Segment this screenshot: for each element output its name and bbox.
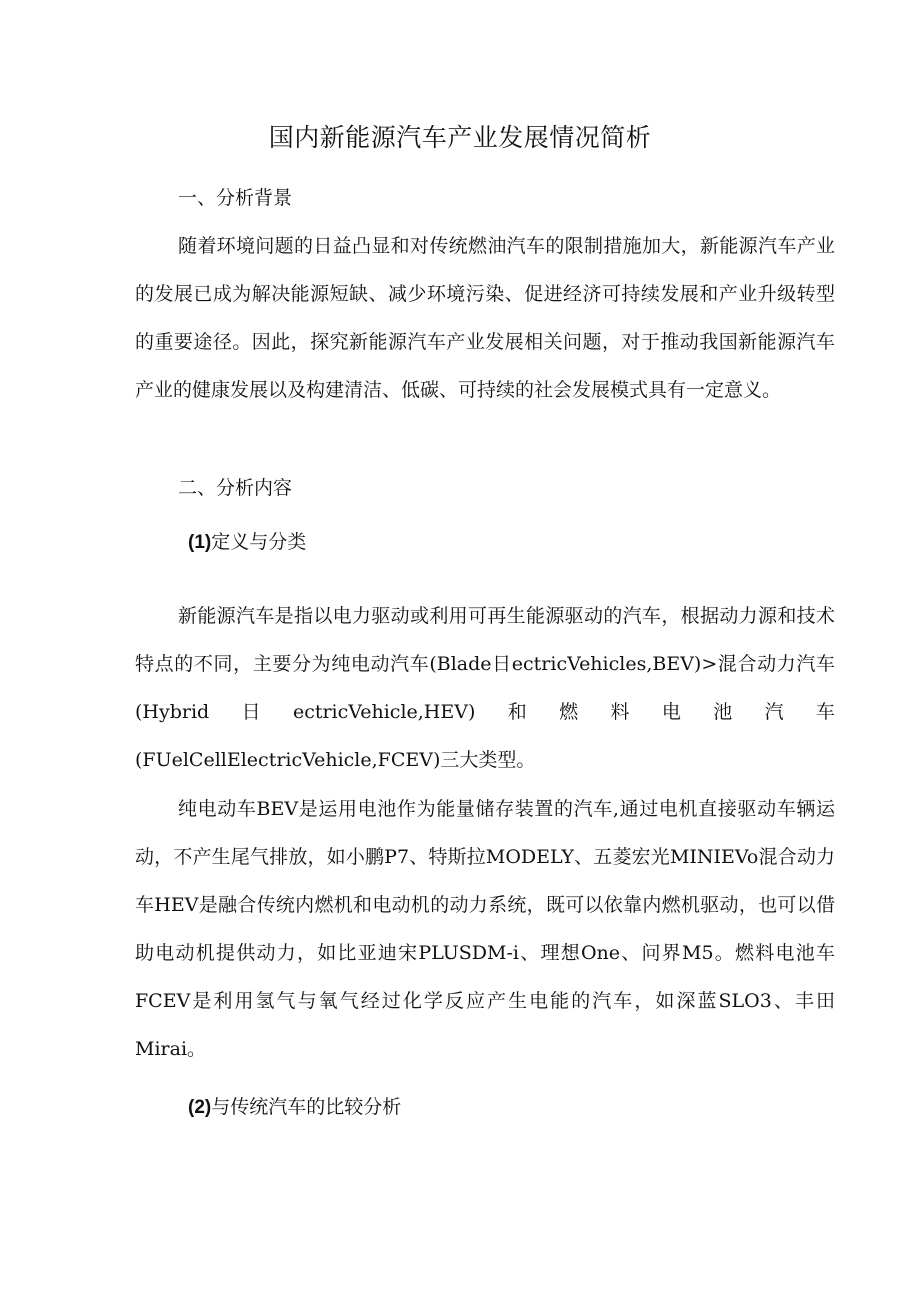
section-heading-content: 二、分析内容 bbox=[178, 477, 293, 499]
background-paragraph: 随着环境问题的日益凸显和对传统燃油汽车的限制措施加大，新能源汽车产业的发展已成为解决能源短缺、减少环境污染、促进经济可持续发展和产业升级转型的重要途径。因此，探究新能源汽车产业发展相关问题，对于推动我国新能源汽车产业的健康发展以及构建清洁、低碳、可持续的社会发展模式具有一定意义。 bbox=[135, 235, 835, 401]
subsection-label: 定义与分类 bbox=[211, 531, 307, 553]
definition-paragraph: 新能源汽车是指以电力驱动或利用可再生能源驱动的汽车，根据动力源和技术特点的不同，主要分为纯电动汽车(Blade日ectricVehicles,BEV)>混合动力汽车(Hybrid日ectricVehicle,HEV)和燃料电池汽车(FUelCellElectricVehicle,FCEV)三大类型。 bbox=[135, 605, 835, 771]
subsection-number: (2) bbox=[188, 1097, 212, 1118]
subsection-comparison bbox=[188, 1093, 401, 1122]
subsection-number: (1) bbox=[188, 532, 212, 553]
subsection-label: 与传统汽车的比较分析 bbox=[211, 1096, 402, 1118]
document-title: 国内新能源汽车产业发展情况简析 bbox=[268, 123, 652, 152]
subsection-definition bbox=[188, 528, 306, 557]
types-paragraph: 纯电动车BEV是运用电池作为能量储存装置的汽车,通过电机直接驱动车辆运动，不产生尾气排放，如小鹏P7、特斯拉MODELY、五菱宏光MINIEVo混合动力车HEV是融合传统内燃机和电动机的动力系统，既可以依靠内燃机驱动，也可以借助电动机提供动力，如比亚迪宋PLUSDM-i、理想One、问界M5。燃料电池车FCEV是利用氢气与氧气经过化学反应产生电能的汽车，如深蓝SLO3、丰田Mirai。 bbox=[135, 798, 835, 1060]
section-heading-background: 一、分析背景 bbox=[178, 187, 293, 209]
